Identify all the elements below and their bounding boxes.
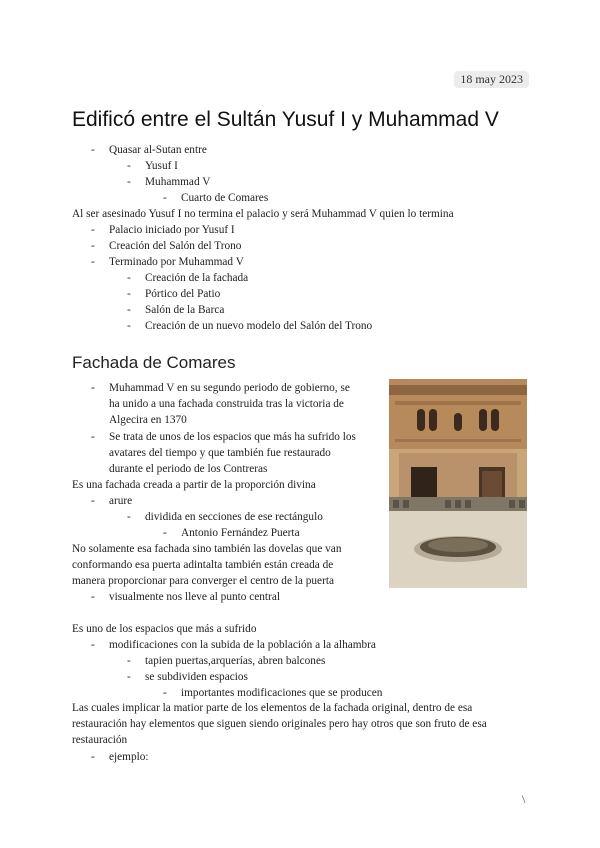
list-item: importantes modificaciones que se producen (181, 687, 383, 699)
bullet-dash: - (91, 431, 95, 443)
bullet-dash: - (127, 304, 131, 316)
list-item: Antonio Fernández Puerta (181, 527, 300, 539)
list-item: dividida en secciones de ese rectángulo (145, 511, 323, 523)
list-item: visualmente nos lleve al punto central (109, 591, 280, 603)
list-item: arure (109, 495, 133, 507)
facade-illustration (389, 379, 527, 588)
paragraph-line: Es una fachada creada a partir de la proporción divina (72, 479, 316, 491)
bullet-dash: - (127, 288, 131, 300)
bullet-dash: - (91, 240, 95, 252)
bullet-dash: - (127, 160, 131, 172)
bullet-dash: - (127, 511, 131, 523)
date-badge: 18 may 2023 (454, 71, 529, 88)
list-item: ejemplo: (109, 751, 149, 763)
bullet-dash: - (163, 527, 167, 539)
paragraph-line: ha unido a una fachada construida tras la victoria de (109, 398, 344, 410)
list-item: Creación del Salón del Trono (109, 240, 242, 252)
bullet-dash: - (91, 144, 95, 156)
list-item: Yusuf I (145, 160, 178, 172)
list-item: Terminado por Muhammad V (109, 256, 244, 268)
list-item: Creación de la fachada (145, 272, 249, 284)
bullet-dash: - (91, 591, 95, 603)
list-item: Muhammad V (145, 176, 211, 188)
paragraph-line: conformando esa puerta adintalta también están creada de (72, 559, 334, 571)
paragraph-line: restauración (72, 734, 128, 746)
paragraph-line: Las cuales implicar la matior parte de los elementos de la fachada original, dentro de esa (72, 702, 473, 714)
list-item: se subdividen espacios (145, 671, 248, 683)
list-item: Palacio iniciado por Yusuf I (109, 224, 235, 236)
bullet-dash: - (91, 382, 95, 394)
paragraph-line: manera proporcionar para converger el centro de la puerta (72, 575, 334, 587)
page-mark: \ (522, 792, 526, 806)
paragraph-line: durante el periodo de los Contreras (109, 463, 268, 475)
bullet-dash: - (163, 192, 167, 204)
bullet-dash: - (91, 495, 95, 507)
comares-facade-photo (389, 379, 527, 588)
bullet-dash: - (127, 272, 131, 284)
bullet-dash: - (127, 671, 131, 683)
list-item: Se trata de unos de los espacios que más ha sufrido los (109, 431, 356, 443)
bullet-dash: - (127, 320, 131, 332)
bullet-dash: - (91, 639, 95, 651)
list-item: modificaciones con la subida de la población a la alhambra (109, 639, 376, 651)
paragraph-line: Algecira en 1370 (109, 414, 187, 426)
list-item: Creación de un nuevo modelo del Salón del Trono (145, 320, 373, 332)
list-item: tapien puertas,arquerías, abren balcones (145, 655, 326, 667)
paragraph-line: restauración hay elementos que siguen siendo originales pero hay otros que son fruto de esa (72, 718, 487, 730)
bullet-dash: - (127, 655, 131, 667)
bullet-dash: - (163, 687, 167, 699)
bullet-dash: - (91, 751, 95, 763)
paragraph-line: Al ser asesinado Yusuf I no termina el palacio y será Muhammad V quien lo termina (72, 208, 454, 220)
bullet-dash: - (91, 256, 95, 268)
paragraph-line: Es uno de los espacios que más a sufrido (72, 623, 257, 635)
list-item: Pórtico del Patio (145, 288, 221, 300)
bullet-dash: - (91, 224, 95, 236)
list-item: Quasar al-Sutan entre (109, 144, 207, 156)
paragraph-line: No solamente esa fachada sino también las dovelas que van (72, 543, 342, 555)
list-item: Salón de la Barca (145, 304, 225, 316)
bullet-dash: - (127, 176, 131, 188)
paragraph-line: avatares del tiempo y que también fue restaurado (109, 447, 331, 459)
section-title: Fachada de Comares (72, 353, 236, 372)
page-title: Edificó entre el Sultán Yusuf I y Muhammad V (72, 108, 499, 131)
list-item: Muhammad V en su segundo periodo de gobierno, se (109, 382, 350, 394)
list-item: Cuarto de Comares (181, 192, 269, 204)
